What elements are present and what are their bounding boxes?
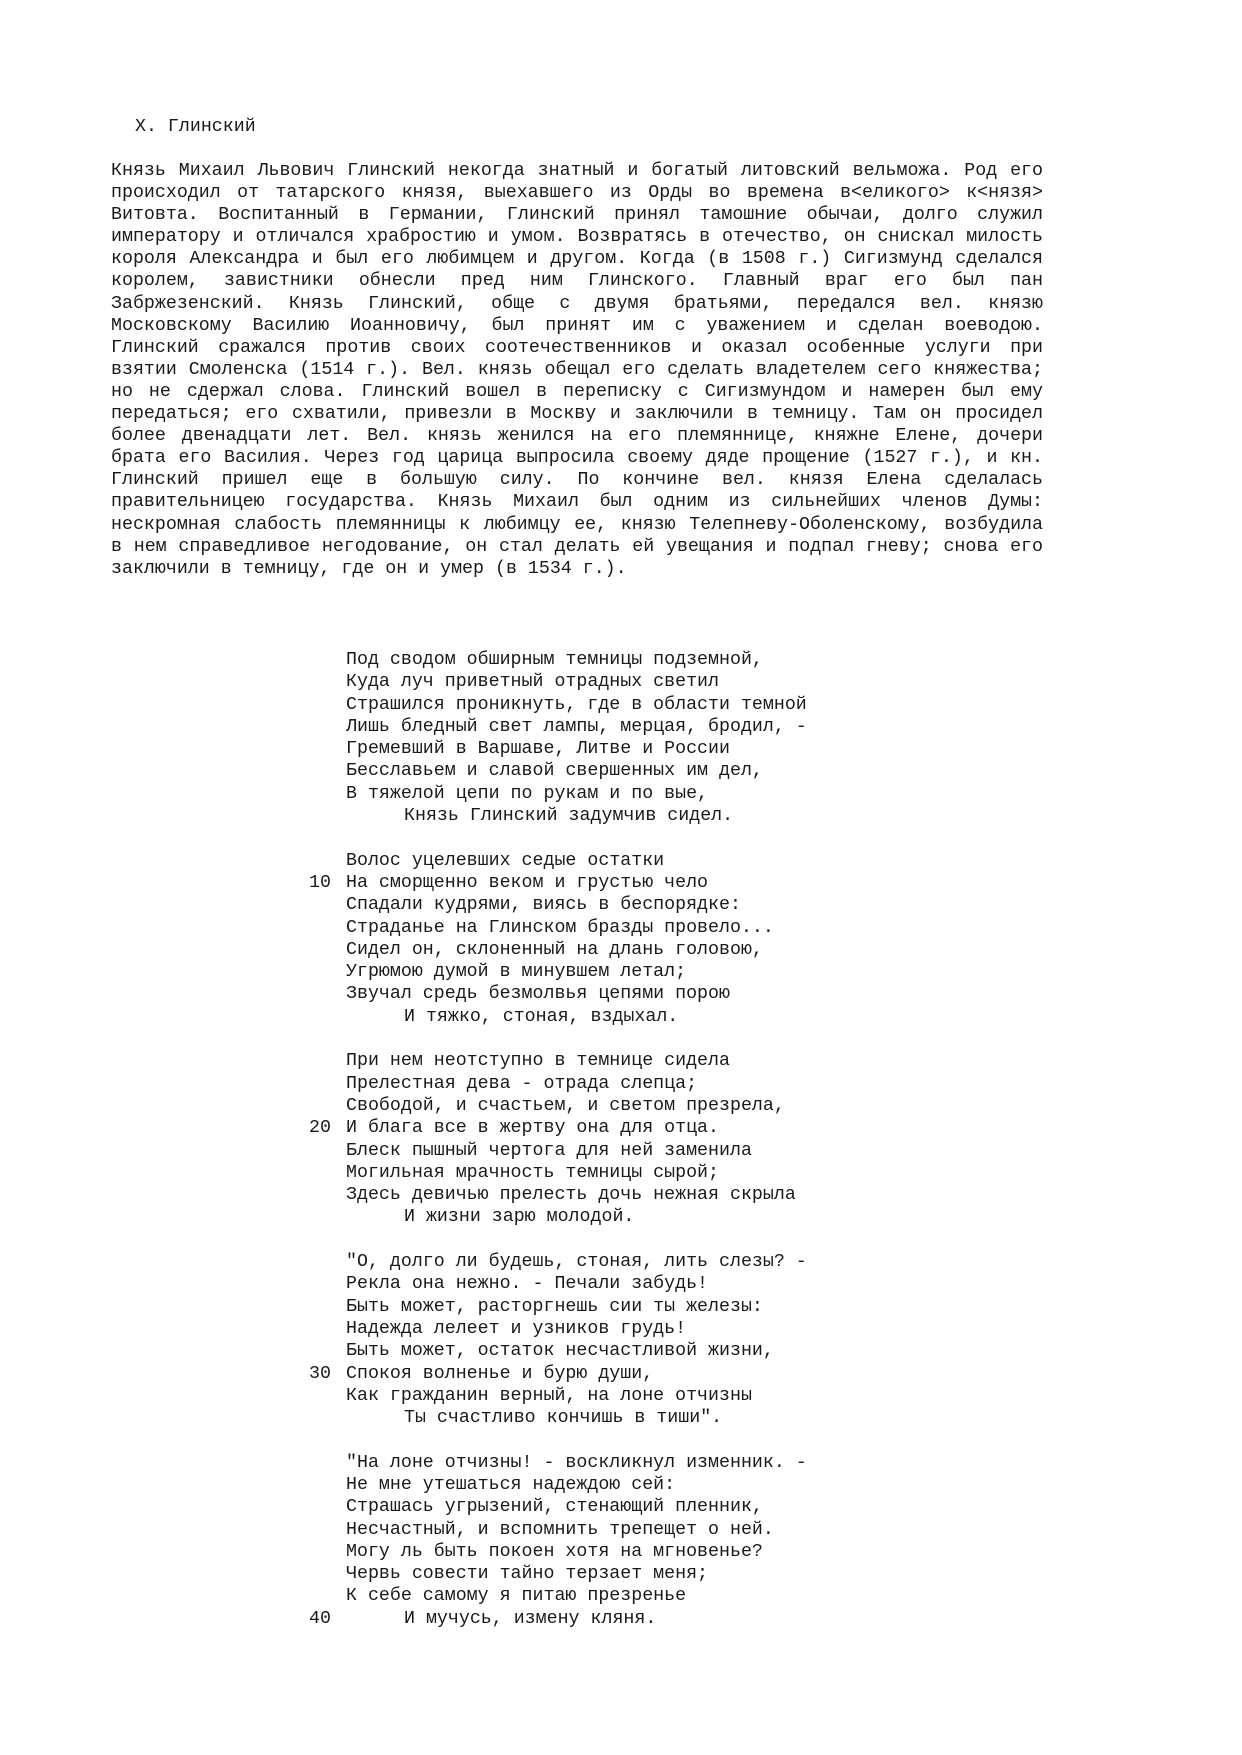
poem-line — [300, 1273, 807, 1295]
poem-line-text: Рекла она нежно. - Печали забудь! — [346, 1274, 709, 1295]
poem-line-text: Бесславьем и славой свершенных им дел, — [346, 761, 763, 782]
poem-line-text: Здесь девичью прелесть дочь нежная скрыла — [346, 1185, 796, 1206]
poem-line-text: Страшась угрызений, стенающий пленник, — [346, 1497, 763, 1518]
poem-line-text: Быть может, расторгнешь сии ты железы: — [346, 1296, 763, 1317]
poem-line-text: Червь совести тайно терзает меня; — [346, 1564, 709, 1585]
line-number: 20 — [309, 1118, 331, 1139]
poem-line-text: Блеск пышный чертога для ней заменила — [346, 1140, 752, 1161]
poem-line-text: Прелестная дева - отрада слепца; — [346, 1073, 698, 1094]
poem-line — [300, 1095, 807, 1117]
poem-line-text: Надежда лелеет и узников грудь! — [346, 1318, 687, 1339]
poem-line-text: Под сводом обширным темницы подземной, — [346, 650, 763, 670]
poem-line — [300, 850, 807, 872]
poem-line-text: На сморщенно веком и грустью чело — [346, 872, 709, 893]
poem-line — [300, 1318, 807, 1340]
poem-line — [300, 1519, 807, 1541]
poem-line-text: Свободой, и счастьем, и светом презрела, — [346, 1095, 785, 1116]
poem-line — [300, 760, 807, 782]
poem-line-text: Звучал средь безмолвья цепями порою — [346, 984, 730, 1005]
poem-line — [300, 805, 807, 827]
poem — [300, 649, 807, 1652]
poem-line-text: Как гражданин верный, на лоне отчизны — [346, 1385, 752, 1406]
poem-line-text: Угрюмою думой в минувшем летал; — [346, 962, 687, 983]
poem-line-text: "На лоне отчизны! - воскликнул изменник. - — [346, 1452, 807, 1473]
poem-line-text: И блага все в жертву она для отца. — [346, 1118, 719, 1139]
poem-line — [300, 1585, 807, 1607]
poem-line — [300, 961, 807, 983]
poem-line — [300, 872, 807, 894]
poem-line-text: Волос уцелевших седые остатки — [346, 850, 665, 871]
poem-line-text: Сидел он, склоненный на длань головою, — [346, 939, 763, 960]
poem-line — [300, 1050, 807, 1072]
poem-stanza — [300, 1050, 807, 1228]
poem-line — [300, 1474, 807, 1496]
poem-line — [300, 738, 807, 760]
poem-line — [300, 1073, 807, 1095]
poem-line — [300, 939, 807, 961]
poem-stanza — [300, 649, 807, 827]
poem-line — [300, 671, 807, 693]
poem-line-text: Страданье на Глинском бразды провело... — [346, 917, 774, 938]
poem-line-text: Спокоя волненье и бурю души, — [346, 1363, 654, 1384]
poem-line — [300, 1608, 807, 1630]
poem-line — [300, 1006, 807, 1028]
poem-line — [300, 1340, 807, 1362]
poem-line — [300, 1162, 807, 1184]
poem-line — [300, 1296, 807, 1318]
poem-line-text: Гремевший в Варшаве, Литве и России — [346, 739, 730, 760]
poem-line — [300, 694, 807, 716]
line-number: 40 — [309, 1608, 331, 1629]
poem-line-text: Спадали кудрями, виясь в беспорядке: — [346, 895, 741, 916]
poem-stanza — [300, 1452, 807, 1630]
poem-line-text: Могильная мрачность темницы сырой; — [346, 1162, 719, 1183]
poem-line — [300, 716, 807, 738]
poem-line — [300, 649, 807, 671]
poem-line — [300, 783, 807, 805]
poem-line-text: Несчастный, и вспомнить трепещет о ней. — [346, 1519, 774, 1540]
line-number: 30 — [309, 1363, 331, 1384]
poem-line — [300, 1385, 807, 1407]
poem-line-text: При нем неотступно в темнице сидела — [346, 1051, 730, 1072]
poem-line — [300, 1117, 807, 1139]
poem-line — [300, 917, 807, 939]
poem-line — [300, 1140, 807, 1162]
section-title: X. Глинский — [135, 117, 256, 137]
poem-line-text: "О, долго ли будешь, стоная, лить слезы? - — [346, 1252, 807, 1273]
poem-line — [300, 1563, 807, 1585]
poem-line-text: Могу ль быть покоен хотя на мгновенье? — [346, 1541, 763, 1562]
poem-line — [300, 1363, 807, 1385]
poem-line-text: Быть может, остаток несчастливой жизни, — [346, 1341, 774, 1362]
poem-line — [300, 1452, 807, 1474]
poem-line-text: Лишь бледный свет лампы, мерцая, бродил, - — [346, 716, 807, 737]
poem-line — [300, 1206, 807, 1228]
poem-line-text: К себе самому я питаю презренье — [346, 1586, 687, 1607]
poem-line — [300, 1407, 807, 1429]
poem-line — [300, 1496, 807, 1518]
poem-line-text: Куда луч приветный отрадных светил — [346, 672, 719, 693]
poem-line — [300, 894, 807, 916]
poem-line — [300, 1541, 807, 1563]
line-number: 10 — [309, 872, 331, 893]
poem-line-text: И жизни зарю молодой. — [404, 1207, 635, 1228]
poem-stanza — [300, 850, 807, 1028]
poem-line-text: Страшился проникнуть, где в области темной — [346, 694, 807, 715]
poem-line-text: И тяжко, стоная, вздыхал. — [404, 1006, 679, 1027]
poem-line — [300, 1184, 807, 1206]
poem-line-text: Князь Глинский задумчив сидел. — [404, 806, 734, 827]
poem-line — [300, 983, 807, 1005]
poem-line-text: Ты счастливо кончишь в тиши". — [404, 1408, 723, 1429]
poem-stanza — [300, 1251, 807, 1429]
poem-line-text: Не мне утешаться надеждою сей: — [346, 1474, 676, 1495]
poem-line-text: И мучусь, измену кляня. — [404, 1608, 657, 1629]
poem-line-text: В тяжелой цепи по рукам и по вые, — [346, 783, 709, 804]
intro-paragraph: Князь Михаил Львович Глинский некогда знатный и богатый литовский вельможа. Род его происходил от татарского князя, выехавшего из Орды во времена в<еликого> к<нязя> Витовта. Воспитанный в Германии, Глинский принял тамошние обычаи, долго служил императору и отличался храбростию и умом. Возвратясь в отечество, он снискал милость короля Александра и был его любимцем и другом. Когда (в 1508 г.) Сигизмунд сделался королем, завистники обнесли пред ним Глинского. Главный враг его был пан Забржезенский. Князь Глинский, обще с двумя братьями, передался вел. князю Московскому Василию Иоанновичу, был принят им с уважением и сделан воеводою. Глинский сражался против своих соотечественников и оказал особенные услуги при взятии Смоленска (1514 г.). Вел. князь обещал его сделать владетелем сего княжества; но не сдержал слова. Глинский вошел в переписку с Сигизмундом и намерен был ему передаться; его схватили, привезли в Москву и заключили в темницу. Там он просидел более двенадцати лет. Вел. князь женился на его племяннице, княжне Елене, дочери брата его Василия. Через год царица выпросила своему дяде прощение (1527 г.), и кн. Глинский пришел еще в большую силу. По кончине вел. князя Елена сделалась правительницею государства. Князь Михаил был одним из сильнейших членов Думы: нескромная слабость племянницы к любимцу ее, князю Телепневу-Оболенскому, возбудила в нем справедливое негодование, он стал делать ей увещания и подпал гневу; снова его заключили в темницу, где он и умер (в 1534 г.). — [111, 161, 1043, 579]
poem-line — [300, 1251, 807, 1273]
